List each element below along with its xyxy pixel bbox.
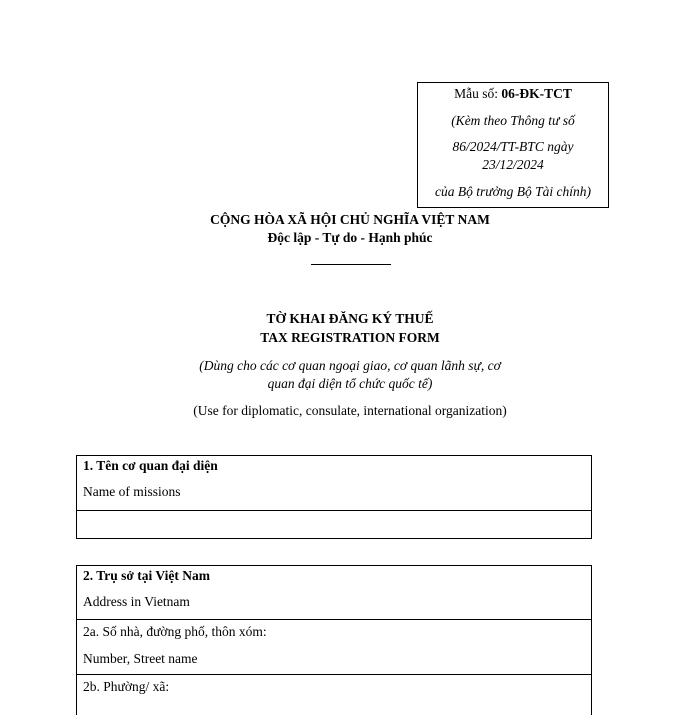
country-name: CỘNG HÒA XÃ HỘI CHỦ NGHĨA VIỆT NAM [210,212,490,227]
field-2a-row[interactable] [77,620,591,675]
form-number-label: Mẫu số: [454,86,502,101]
section-1-header-row [77,456,591,511]
section-1-heading: 1. Tên cơ quan đại diện [83,458,218,473]
circular-line-2: 86/2024/TT-BTC ngày [452,139,574,154]
form-subtitle-en: (Use for diplomatic, consulate, international organization) [193,403,507,418]
form-number-box [417,82,609,208]
field-2a-label-vi: 2a. Số nhà, đường phố, thôn xóm: [83,624,267,639]
circular-line-1: (Kèm theo Thông tư số [451,113,575,128]
national-motto: Độc lập - Tự do - Hạnh phúc [267,230,433,245]
section-2-heading: 2. Trụ sở tại Việt Nam [83,568,210,583]
circular-line-4: của Bộ trưởng Bộ Tài chính) [435,184,591,199]
field-2b-row[interactable] [77,675,591,715]
form-number-value: 06-ĐK-TCT [501,86,572,101]
header-separator [311,264,391,265]
form-title-en: TAX REGISTRATION FORM [260,330,440,345]
circular-line-3: 23/12/2024 [482,157,544,172]
section-2-table [76,565,592,715]
form-subtitle-vi-2: quan đại diện tổ chức quốc tế) [267,376,433,391]
section-2-subheading: Address in Vietnam [83,594,190,609]
field-2b-label-vi: 2b. Phường/ xã: [83,679,170,694]
section-1-value-field[interactable] [77,511,591,538]
form-subtitle-vi-1: (Dùng cho các cơ quan ngoại giao, cơ quan lãnh sự, cơ [199,358,501,373]
section-1-table [76,455,592,539]
section-1-subheading: Name of missions [83,484,181,499]
section-2-header-row [77,566,591,620]
form-title-vi: TỜ KHAI ĐĂNG KÝ THUẾ [266,311,434,326]
field-2a-label-en: Number, Street name [83,651,198,666]
form-number [418,86,608,102]
